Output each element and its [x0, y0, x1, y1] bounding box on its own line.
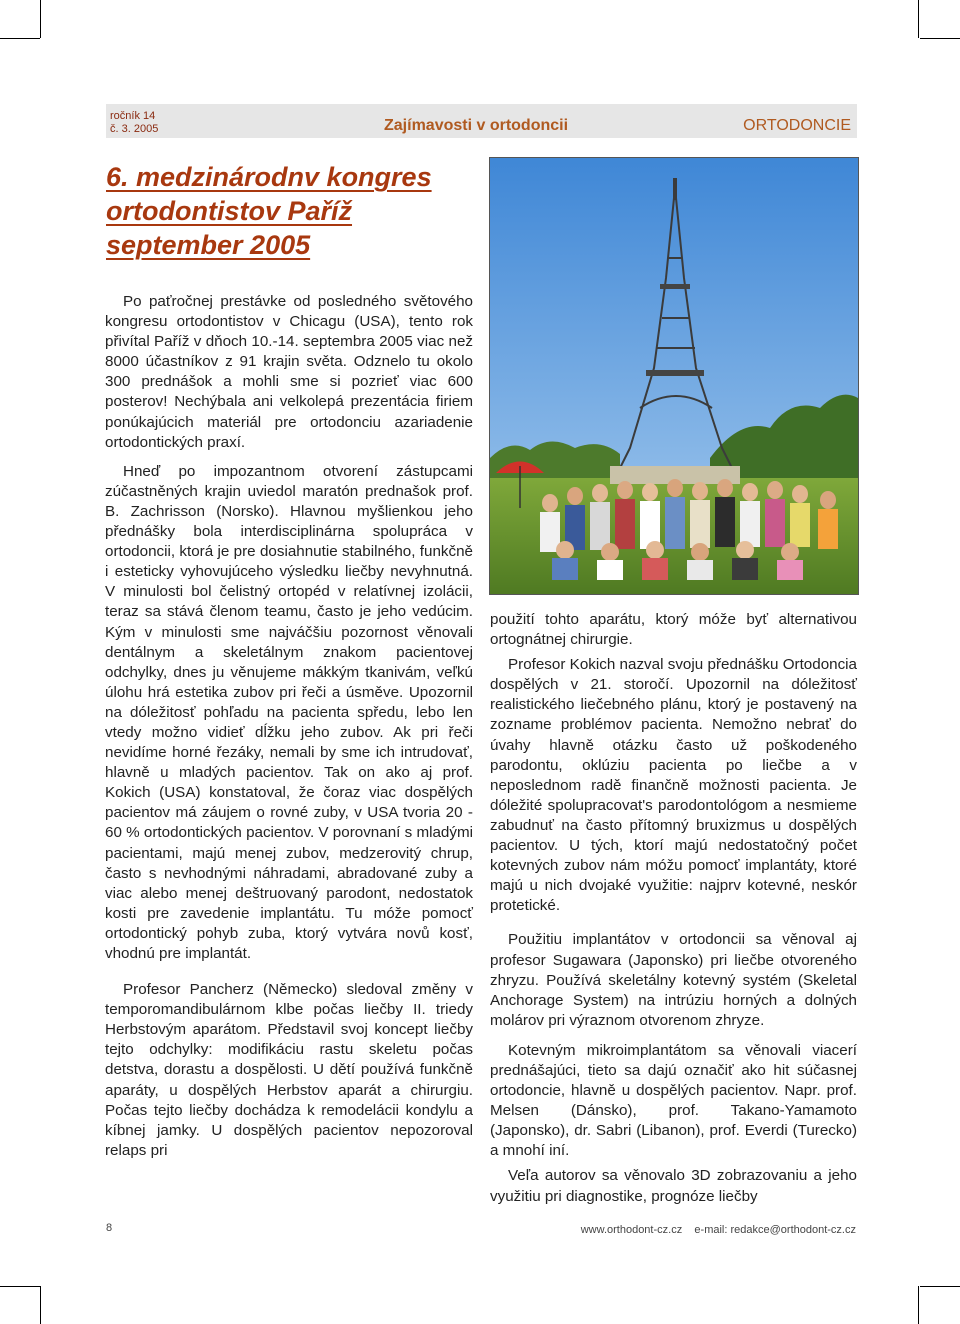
paragraph: Po paťročnej prestávke od posledného světového kongresu ortodontistov v Chicagu (USA), tento rok přivítal Paříž v dňoch 10.-14. septembra 2005 viac než 8000 účastníkov z 91 krajin světa. Odznelo tu okolo 300 prednášok a mohli sme si pozrieť viac 600 posterov! Nechýbala ani velkolepá prezentácia firiem ponúkajúcich materiál pre ortodonciu azariadenie ortodontických praxí.: [105, 293, 473, 451]
paragraph: použití tohto aparátu, ktorý móže byť alternativou ortognátnej chirurgie.: [490, 611, 857, 649]
section-title: Zajímavosti v ortodoncii: [384, 117, 569, 134]
journal-name: ORTODONCIE: [743, 117, 851, 134]
page-header: [106, 104, 857, 138]
crop-mark: [920, 38, 960, 39]
title-line-1: 6. medzinárodnv kongres: [106, 162, 432, 192]
paragraph: Profesor Kokich nazval svoju přednášku Ortodoncia dospělých v 21. storočí. Upozornil na dóležitosť realistického liečebného plánu, ktorý je postavený na zozname problémov pacienta. Nemožno nebrať do úvahy hlavně otázku často už poškodeného parodontu, oklúziu pacienta po liečbe a v neposlednom radě finančně možnosti pacienta. Je dóležité spolupracovat's parodontológom a nesmieme zabudnuť na často přítomný bruxizmus u dospělých pacientov. U tých, ktorí majú nedostatočný počet kotevných zubov nám móžu pomocť implantáty, ktoré majú u nich dvojaké využitie: najprv kotevné, neskór protetické.: [490, 656, 857, 915]
title-line-2: ortodontistov Paříž: [106, 196, 353, 226]
paragraph: Hneď po impozantnom otvorení zástupcami zúčastněných krajin uviedol maratón prednašok prof. B. Zachrisson (Norsko). Hlavnou myšlienkou jeho přednášky bola interdisciplinárna spolupráca v ortodoncii, ktorá je pre dosiahnutie stabilného, funkčně i esteticky vyhovujúceho výsledku liečby nevyhnutná. V minulosti bol čelistný ortopéd v relatívnej izolácii, teraz sa stává členom teamu, často je jeho vedúcim. Kým v minulosti sme najváčšiu pozornost věnovali dentálnym a skeletálnym znakom pacientovej odchylky, dnes ju věnujeme mákkým tkanivám, veľkú úlohu hrá estetika zubov pri řeči a úsměve. Upozornil na dóležitosť pohľadu na pacienta spředu, lebo len vtedy možno vidieť dĺžku jeho zubov. Ak pri řeči nevidíme horné řezáky, nemali by sme ich intrudovať, hlavně u mladých pacientov. Tak on ako aj prof. Kokich (USA) konstatoval, že čoraz viac dospělých pacientov má záujem o rovné zuby, v USA tvoria 20 - 60 % ortodontických pacientov. V porovnaní s mladými pacientami, majú menej zubov, medzerovitý chrup, často s nevhodnými náhradami, abradované zuby a viac alebo menej deštruovaný parodont, nedostatok kosti pre zavedenie implantátu. Tu móže pomocť ortodontický pohyb zuba, ktorý vytvára novů kosť, vhodnú pre implantát.: [105, 462, 473, 962]
crop-mark: [920, 1286, 960, 1287]
paragraph: Veľa autorov sa věnovalo 3D zobrazovaniu a jeho využitiu pri diagnostike, prognóze liečby: [490, 1167, 857, 1205]
crop-mark: [40, 0, 41, 38]
right-column: [490, 610, 857, 1212]
paragraph: Kotevným mikroimplantátom sa věnovali viacerí prednášajúci, tieto sa dajú označiť ako hit súčasnej ortodoncie, hlavně u dospělých pacientov. Napr. prof. Melsen (Dánsko), prof. Takano-Yamamoto (Japonsko), dr. Sabri (Libanon), prof. Everdi (Turecko) a mnohí iní.: [490, 1041, 857, 1160]
crop-mark: [918, 1286, 919, 1324]
footer-contact: www.orthodont-cz.cz e-mail: redakce@orthodont-cz.cz: [580, 1224, 856, 1236]
page-number: 8: [106, 1222, 113, 1234]
crop-mark: [0, 38, 40, 39]
crop-mark: [40, 1286, 41, 1324]
paragraph: Profesor Pancherz (Německo) sledoval změny v temporomandibulárnom klbe počas liečby II. triedy Herbstovým aparátom. Představil svoj koncept liečby tejto odchylky: modifikáciu rastu skeletu počas detstva, dorastu a dospělosti. U dětí používá funkčně aparáty, u dospělých Herbstov aparát a chirurgiu. Počas tejto liečby dochádza k remodelácii kondylu a kíbnej jamky. U dospělých pacientov nepozoroval relaps pri: [105, 981, 473, 1159]
paragraph: Použitiu implantátov v ortodoncii sa věnoval aj profesor Sugawara (Japonsko) pri liečbe otvoreného zhryzu. Používá skeletálny kotevný systém (Skeletal Anchorage System) na intrúziu horných a dolných molárov pri výraznom otvorenom zhryze.: [490, 931, 857, 1029]
volume-label: ročník 14: [110, 110, 156, 122]
title-line-3: september 2005: [106, 230, 311, 260]
eiffel-tower-group-photo: [489, 157, 859, 595]
crop-mark: [0, 1286, 40, 1287]
issue-info: [110, 110, 158, 136]
issue-label: č. 3. 2005: [110, 123, 159, 135]
left-column: [105, 292, 473, 1166]
article-title: [106, 160, 486, 262]
crop-mark: [918, 0, 919, 38]
